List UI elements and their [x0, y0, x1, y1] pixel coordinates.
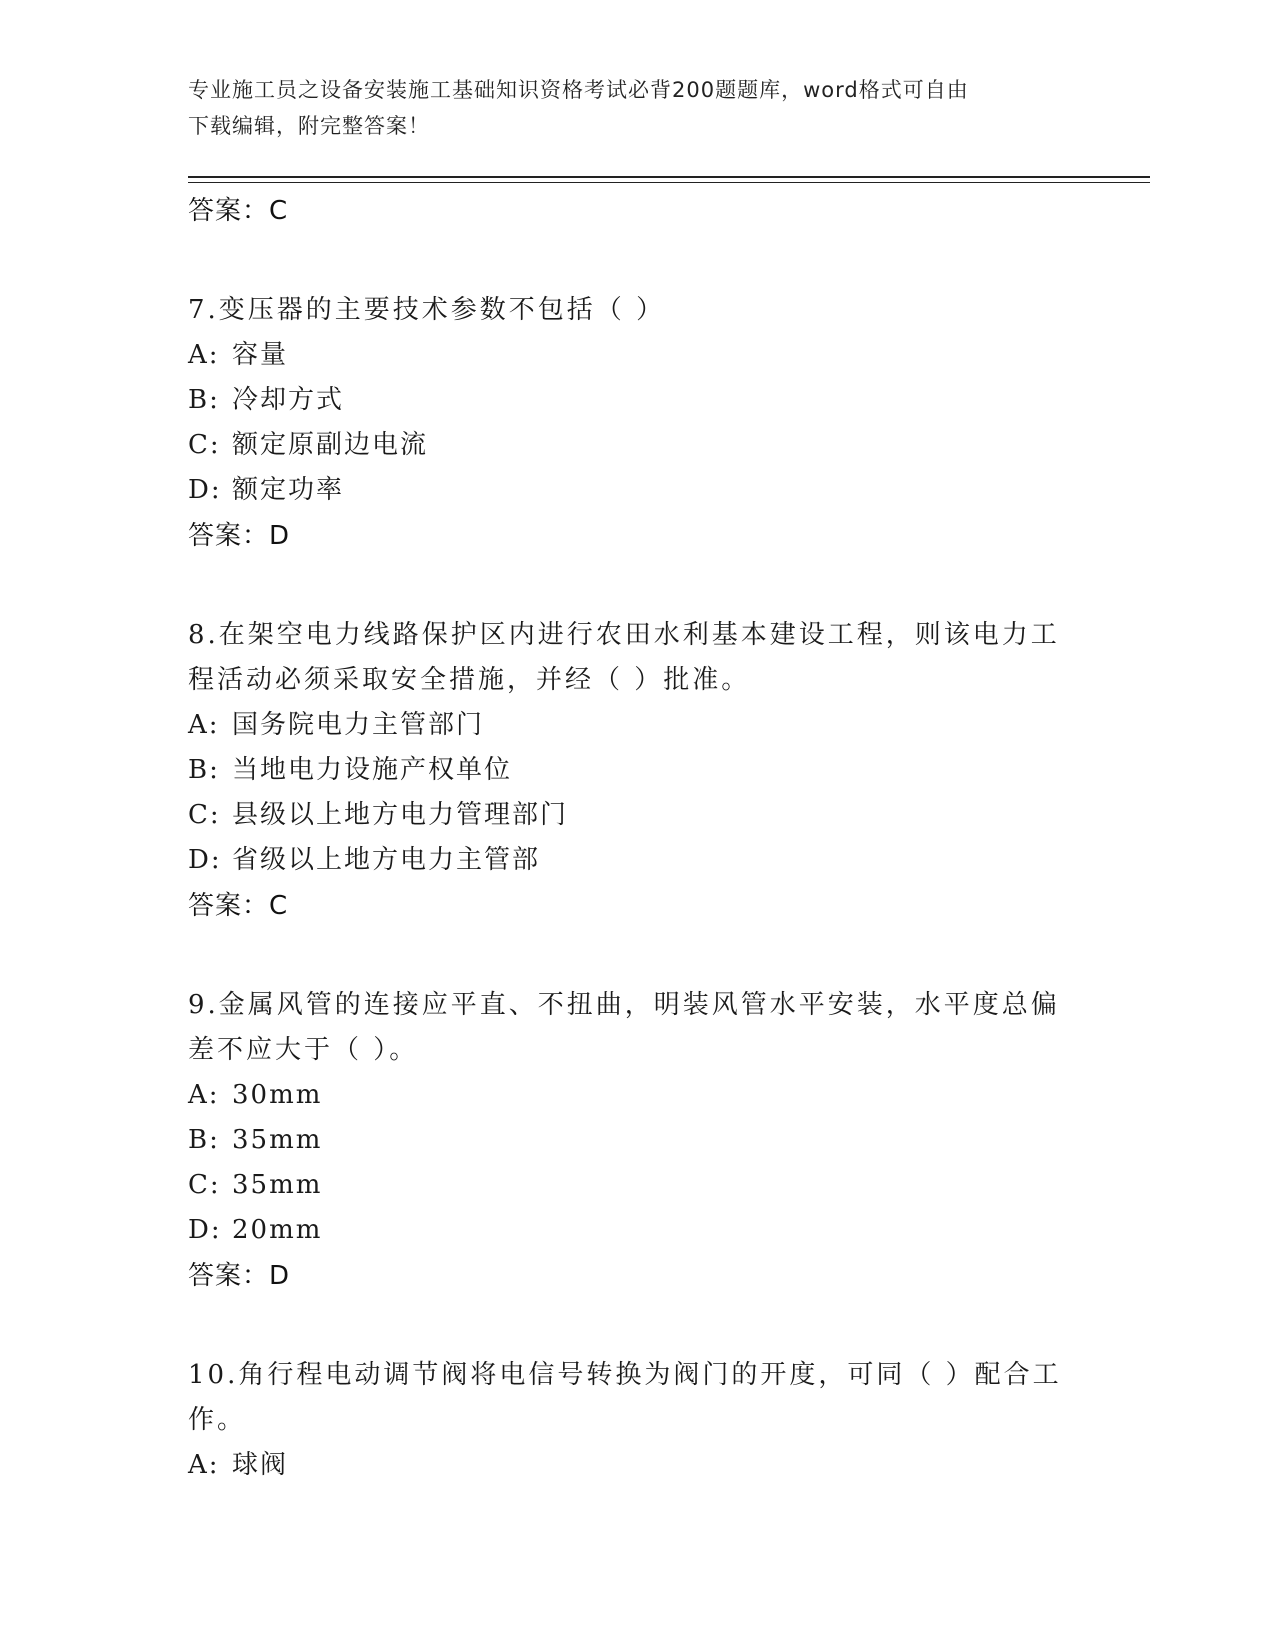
option-c [188, 1163, 1088, 1208]
option-text: 县级以上地方电力管理部门 [232, 800, 569, 830]
header-rule-thin [188, 182, 1150, 183]
option-b [188, 378, 1088, 423]
question-text-line-1: 8.在架空电力线路保护区内进行农田水利基本建设工程，则该电力工 [188, 620, 1060, 650]
option-c [188, 793, 1088, 838]
answer-line: 答案：D [188, 521, 291, 551]
option-letter: C: [188, 800, 221, 830]
question-text-line-2: 程活动必须采取安全措施，并经（ ）批准。 [188, 665, 751, 695]
document-body [188, 188, 1088, 1488]
option-text: 35mm [232, 1125, 323, 1155]
option-letter: A: [188, 1080, 220, 1110]
header-rule [188, 176, 1150, 178]
option-letter: A: [188, 710, 220, 740]
answer-line: 答案：C [188, 196, 289, 226]
answer-line: 答案：D [188, 1261, 291, 1291]
page-header [188, 72, 1088, 144]
question-8 [188, 613, 1088, 929]
option-letter: D: [188, 475, 222, 505]
question-text-line-2: 差不应大于（ ）。 [188, 1035, 419, 1065]
answer-line: 答案：C [188, 891, 289, 921]
option-letter: B: [188, 755, 220, 785]
option-text: 冷却方式 [232, 385, 345, 415]
option-b [188, 748, 1088, 793]
question-text-line-2: 作。 [188, 1405, 247, 1435]
option-c [188, 423, 1088, 468]
option-d [188, 468, 1088, 513]
question-text-line-1: 9.金属风管的连接应平直、不扭曲，明装风管水平安装，水平度总偏 [188, 990, 1060, 1020]
option-letter: D: [188, 845, 222, 875]
question-text-line-1: 10.角行程电动调节阀将电信号转换为阀门的开度，可同（ ）配合工 [188, 1360, 1062, 1390]
option-letter: B: [188, 1125, 220, 1155]
option-text: 省级以上地方电力主管部 [232, 845, 541, 875]
option-b [188, 1118, 1088, 1163]
option-text: 30mm [232, 1080, 323, 1110]
option-letter: A: [188, 1450, 220, 1480]
header-line-2: 下载编辑，附完整答案！ [188, 114, 430, 138]
option-letter: D: [188, 1215, 222, 1245]
question-10 [188, 1353, 1088, 1488]
option-d [188, 1208, 1088, 1253]
option-text: 额定原副边电流 [232, 430, 429, 460]
option-text: 球阀 [232, 1450, 289, 1480]
option-letter: B: [188, 385, 220, 415]
option-text: 国务院电力主管部门 [232, 710, 485, 740]
option-text: 容量 [232, 340, 289, 370]
option-text: 20mm [232, 1215, 323, 1245]
option-letter: C: [188, 430, 221, 460]
option-a [188, 703, 1088, 748]
option-text: 35mm [232, 1170, 323, 1200]
question-7 [188, 288, 1088, 559]
option-text: 额定功率 [232, 475, 345, 505]
option-a [188, 333, 1088, 378]
option-d [188, 838, 1088, 883]
question-9 [188, 983, 1088, 1299]
option-letter: C: [188, 1170, 221, 1200]
option-letter: A: [188, 340, 220, 370]
header-line-1: 专业施工员之设备安装施工基础知识资格考试必背200题题库，word格式可自由 [188, 78, 969, 102]
option-a [188, 1073, 1088, 1118]
option-a [188, 1443, 1088, 1488]
question-text: 7.变压器的主要技术参数不包括（ ） [188, 295, 666, 325]
option-text: 当地电力设施产权单位 [232, 755, 513, 785]
